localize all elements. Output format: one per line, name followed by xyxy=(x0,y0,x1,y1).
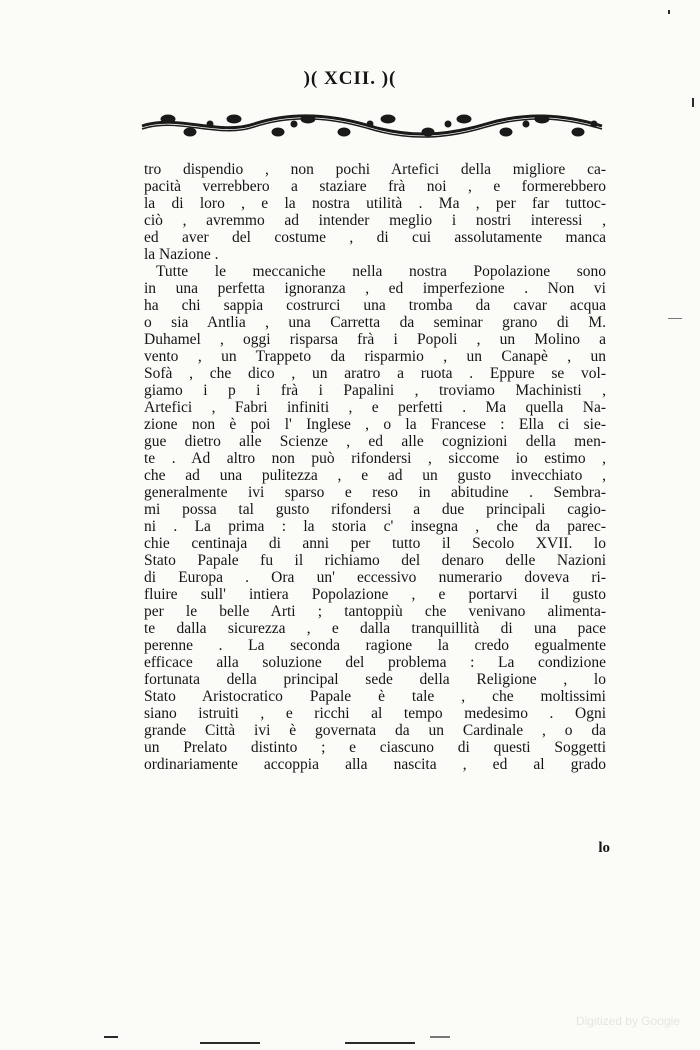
scan-mark xyxy=(692,98,694,107)
text-line: ed aver del costume , di cui assolutamente manca xyxy=(144,229,606,246)
text-line: la di loro , e la nostra utilità . Ma , per far tuttoc- xyxy=(144,195,606,212)
text-line: te . Ad altro non può rifondersi , siccome io estimo , xyxy=(144,450,606,467)
text-line: te dalla sicurezza , e dalla tranquillità di una pace xyxy=(144,620,606,637)
text-line: Artefici , Fabri infiniti , e perfetti . Ma quella Na- xyxy=(144,399,606,416)
scan-mark xyxy=(668,10,670,14)
text-line: generalmente ivi sparso e reso in abitudine . Sembra- xyxy=(144,484,606,501)
text-line: fortunata della principal sede della Religione , lo xyxy=(144,671,606,688)
text-line: zione non è poi l' Inglese , o la Francese : Ella ci sie- xyxy=(144,416,606,433)
page-number-heading: )( XCII. )( xyxy=(303,68,397,89)
text-line: o sia Antlia , una Carretta da seminar grano di M. xyxy=(144,314,606,331)
text-line: Stato Papale fu il richiamo del denaro delle Nazioni xyxy=(144,552,606,569)
scan-mark xyxy=(345,1042,415,1044)
text-line: siano istruiti , e ricchi al tempo medesimo . Ogni xyxy=(144,705,606,722)
text-line: Duhamel , oggi risparsa frà i Popoli , un Molino a xyxy=(144,331,606,348)
text-line: pacità verrebbero a staziare frà noi , e formerebbero xyxy=(144,178,606,195)
text-line: ha chi sappia costrurci una tromba da cavar acqua xyxy=(144,297,606,314)
text-line: ciò , avremmo ad intender meglio i nostri interessi , xyxy=(144,212,606,229)
scan-mark xyxy=(668,318,682,319)
text-line: un Prelato distinto ; e ciascuno di questi Soggetti xyxy=(144,739,606,756)
text-line: chie centinaja di anni per tutto il Secolo XVII. lo xyxy=(144,535,606,552)
text-line: efficace alla soluzione del problema : La condizione xyxy=(144,654,606,671)
text-line: di Europa . Ora un' eccessivo numerario doveva ri- xyxy=(144,569,606,586)
text-line: mi possa tal gusto rifondersi a due principali cagio- xyxy=(144,501,606,518)
watermark: Digitized by Google xyxy=(575,1014,680,1028)
text-line: ni . La prima : la storia c' insegna , che da parec- xyxy=(144,518,606,535)
text-line: che ad una pulitezza , e ad un gusto invecchiato , xyxy=(144,467,606,484)
scan-mark xyxy=(200,1042,260,1044)
text-line: la Nazione . xyxy=(144,246,219,263)
text-line: fluire sull' intiera Popolazione , e portarvi il gusto xyxy=(144,586,606,603)
text-line: giamo i p i frà i Papalini , troviamo Machinisti , xyxy=(144,382,606,399)
text-line: grande Città ivi è governata da un Cardinale , o da xyxy=(144,722,606,739)
catchword: lo xyxy=(598,840,610,856)
text-line: Sofà , che dico , un aratro a ruota . Eppure se vol- xyxy=(144,365,606,382)
decorative-vine-border xyxy=(138,110,606,138)
scan-mark xyxy=(104,1036,118,1038)
text-line: tro dispendio , non pochi Artefici della migliore ca- xyxy=(144,161,606,178)
scan-mark xyxy=(430,1036,450,1038)
text-line: ordinariamente accoppia alla nascita , ed al grado xyxy=(144,756,606,773)
text-line: Tutte le meccaniche nella nostra Popolazione sono xyxy=(156,263,606,280)
text-line: vento , un Trappeto da risparmio , un Canapè , un xyxy=(144,348,606,365)
text-line: in una perfetta ignoranza , ed imperfezione . Non vi xyxy=(144,280,606,297)
text-line: Stato Aristocratico Papale è tale , che moltissimi xyxy=(144,688,606,705)
body-text xyxy=(144,161,606,773)
text-line: perenne . La seconda ragione la credo egualmente xyxy=(144,637,606,654)
text-line: per le belle Arti ; tantoppiù che venivano alimenta- xyxy=(144,603,606,620)
text-line: gue dietro alle Scienze , ed alle cognizioni della men- xyxy=(144,433,606,450)
